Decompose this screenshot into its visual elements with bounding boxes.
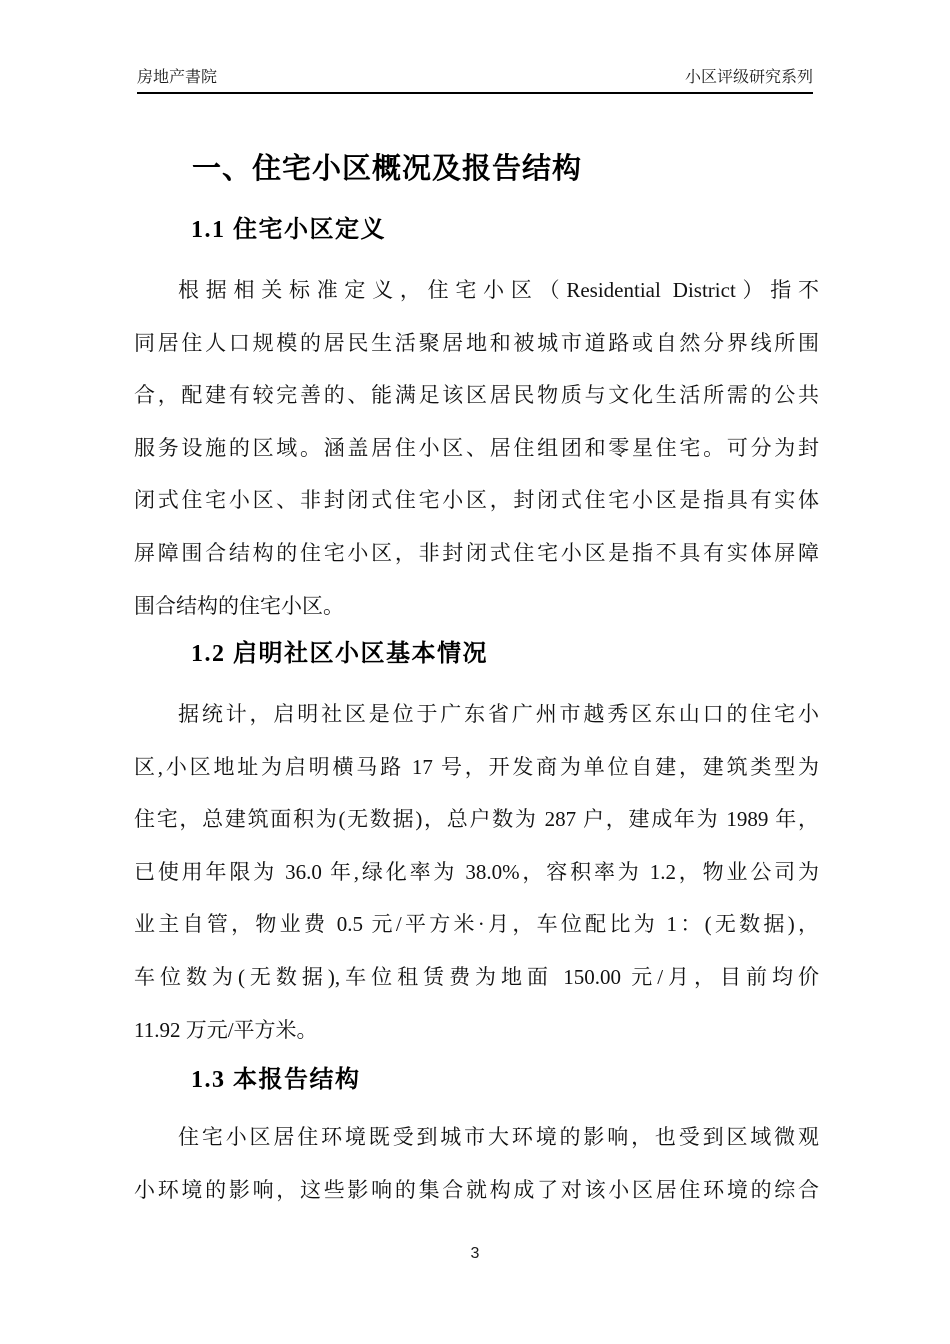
- text-line: 住宅，总建筑面积为(无数据)，总户数为 287 户，建成年为 1989 年，: [134, 807, 819, 832]
- text-line: 业主自管，物业费 0.5 元/平方米·月，车位配比为 1：(无数据)，: [134, 912, 819, 937]
- text-line: 根据相关标准定义，住宅小区（Residential District）指不: [178, 278, 819, 302]
- page-header: [137, 64, 813, 94]
- paragraph-report-structure: [134, 1111, 819, 1216]
- text-line: 围合结构的住宅小区。: [134, 593, 344, 618]
- section-heading-1-3: 1.3 本报告结构: [191, 1067, 361, 1093]
- chapter-title: 一、住宅小区概况及报告结构: [192, 153, 583, 185]
- text-line: 车位数为(无数据),车位租赁费为地面 150.00 元/月，目前均价: [134, 964, 819, 989]
- text-line: 小环境的影响，这些影响的集合就构成了对该小区居住环境的综合: [134, 1177, 819, 1202]
- text-line: 同居住人口规模的居民生活聚居地和被城市道路或自然分界线所围: [134, 330, 819, 355]
- section-heading-1-2: 1.2 启明社区小区基本情况: [191, 641, 488, 667]
- header-left-text: 房地产書院: [137, 69, 218, 86]
- section-heading-1-1: 1.1 住宅小区定义: [191, 217, 386, 243]
- text-line: 据统计，启明社区是位于广东省广州市越秀区东山口的住宅小: [178, 702, 819, 726]
- page-footer: [0, 1245, 950, 1263]
- paragraph-definition: [134, 264, 819, 632]
- text-line: 已使用年限为 36.0 年,绿化率为 38.0%，容积率为 1.2，物业公司为: [134, 859, 819, 884]
- text-line: 11.92 万元/平方米。: [134, 1017, 318, 1042]
- text-line: 闭式住宅小区、非封闭式住宅小区，封闭式住宅小区是指具有实体: [134, 488, 819, 513]
- text-line: 住宅小区居住环境既受到城市大环境的影响，也受到区域微观: [178, 1125, 819, 1149]
- text-line: 合，配建有较完善的、能满足该区居民物质与文化生活所需的公共: [134, 383, 819, 408]
- text-line: 区,小区地址为启明横马路 17 号，开发商为单位自建，建筑类型为: [134, 754, 819, 779]
- page-number: 3: [470, 1245, 480, 1262]
- paragraph-community-basics: [134, 688, 819, 1056]
- text-line: 屏障围合结构的住宅小区，非封闭式住宅小区是指不具有实体屏障: [134, 540, 819, 565]
- header-right-text: 小区评级研究系列: [684, 69, 813, 86]
- text-line: 服务设施的区域。涵盖居住小区、居住组团和零星住宅。可分为封: [134, 435, 819, 460]
